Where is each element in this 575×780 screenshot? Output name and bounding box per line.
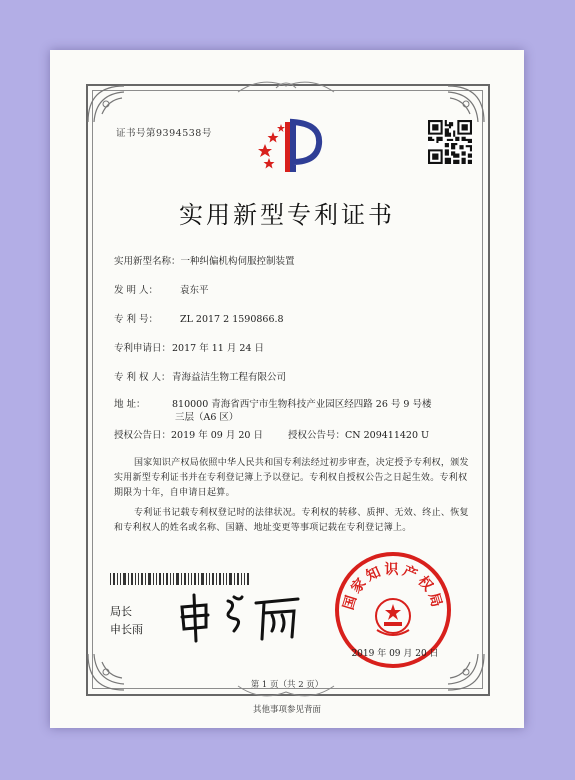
inventor-value: 袁东平 bbox=[180, 285, 209, 296]
filing-date-row bbox=[114, 340, 264, 354]
legal-status-paragraph: 专利证书记载专利权登记时的法律状况。专利权的转移、质押、无效、终止、恢复和专利权人的姓名或名称、国籍、地址变更等事项记载在专利登记簿上。 bbox=[114, 508, 469, 533]
filing-date-label: 专利申请日： bbox=[114, 343, 172, 354]
certificate-number-value: 9394538 bbox=[156, 128, 202, 139]
certificate-paper bbox=[50, 50, 524, 728]
qr-code-icon bbox=[428, 120, 472, 164]
utility-model-name-label: 实用新型名称： bbox=[114, 256, 181, 267]
national-emblem-icon bbox=[376, 599, 410, 635]
grant-date-row bbox=[114, 427, 263, 441]
grant-number-value: CN 209411420 U bbox=[345, 430, 430, 441]
director-name: 申长雨 bbox=[110, 623, 143, 636]
certificate-number-suffix: 号 bbox=[201, 128, 212, 139]
utility-model-name-value: 一种纠偏机构伺服控制装置 bbox=[180, 256, 295, 267]
address-label: 地 址： bbox=[114, 399, 146, 410]
patent-number-value: ZL 2017 2 1590866.8 bbox=[180, 314, 284, 325]
grant-statement-paragraph: 国家知识产权局依照中华人民共和国专利法经过初步审查，决定授予专利权，颁发实用新型专利证书并在专利登记簿上予以登记。专利权自授权公告之日起生效。专利权期限为十年，自申请日起算。 bbox=[114, 458, 469, 498]
page-number: 第 1 页（共 2 页） bbox=[250, 680, 324, 690]
certificate-number bbox=[116, 125, 212, 139]
barcode-strip bbox=[110, 573, 250, 585]
address-line-2: 三层（A6 区） bbox=[175, 412, 239, 423]
director-title: 局长 bbox=[110, 605, 132, 618]
seal-text: 国家知识产权局 bbox=[340, 562, 446, 612]
certificate-number-label: 证书号第 bbox=[116, 128, 157, 139]
back-side-note: 其他事项参见背面 bbox=[252, 705, 321, 715]
patent-office-logo-icon bbox=[255, 114, 327, 176]
address-line-1: 810000 青海省西宁市生物科技产业园区经四路 26 号 9 号楼 bbox=[172, 399, 432, 410]
inventor-label: 发 明 人： bbox=[114, 285, 159, 296]
patent-holder-label: 专 利 权 人： bbox=[114, 372, 171, 383]
grant-date-label: 授权公告日： bbox=[114, 430, 172, 441]
utility-model-name-row bbox=[114, 253, 295, 267]
top-center-ornament bbox=[236, 74, 336, 96]
corner-ornament-top-left bbox=[86, 84, 146, 124]
filing-date-value: 2017 年 11 月 24 日 bbox=[172, 343, 264, 354]
seal-date: 2019 年 09 月 20 日 bbox=[351, 649, 439, 659]
grant-number-label: 授权公告号： bbox=[288, 430, 346, 441]
patent-holder-row bbox=[114, 369, 286, 383]
inventor-row bbox=[114, 282, 209, 296]
handwritten-signature bbox=[176, 593, 306, 643]
grant-number-row bbox=[288, 427, 429, 441]
patent-number-label: 专 利 号： bbox=[114, 314, 159, 325]
certificate-title: 实用新型专利证书 bbox=[179, 201, 395, 229]
corner-ornament-top-right bbox=[426, 84, 486, 124]
patent-holder-value: 青海益洁生物工程有限公司 bbox=[172, 372, 287, 383]
address-row bbox=[114, 396, 432, 410]
patent-number-row bbox=[114, 311, 284, 325]
grant-date-value: 2019 年 09 月 20 日 bbox=[171, 430, 263, 441]
